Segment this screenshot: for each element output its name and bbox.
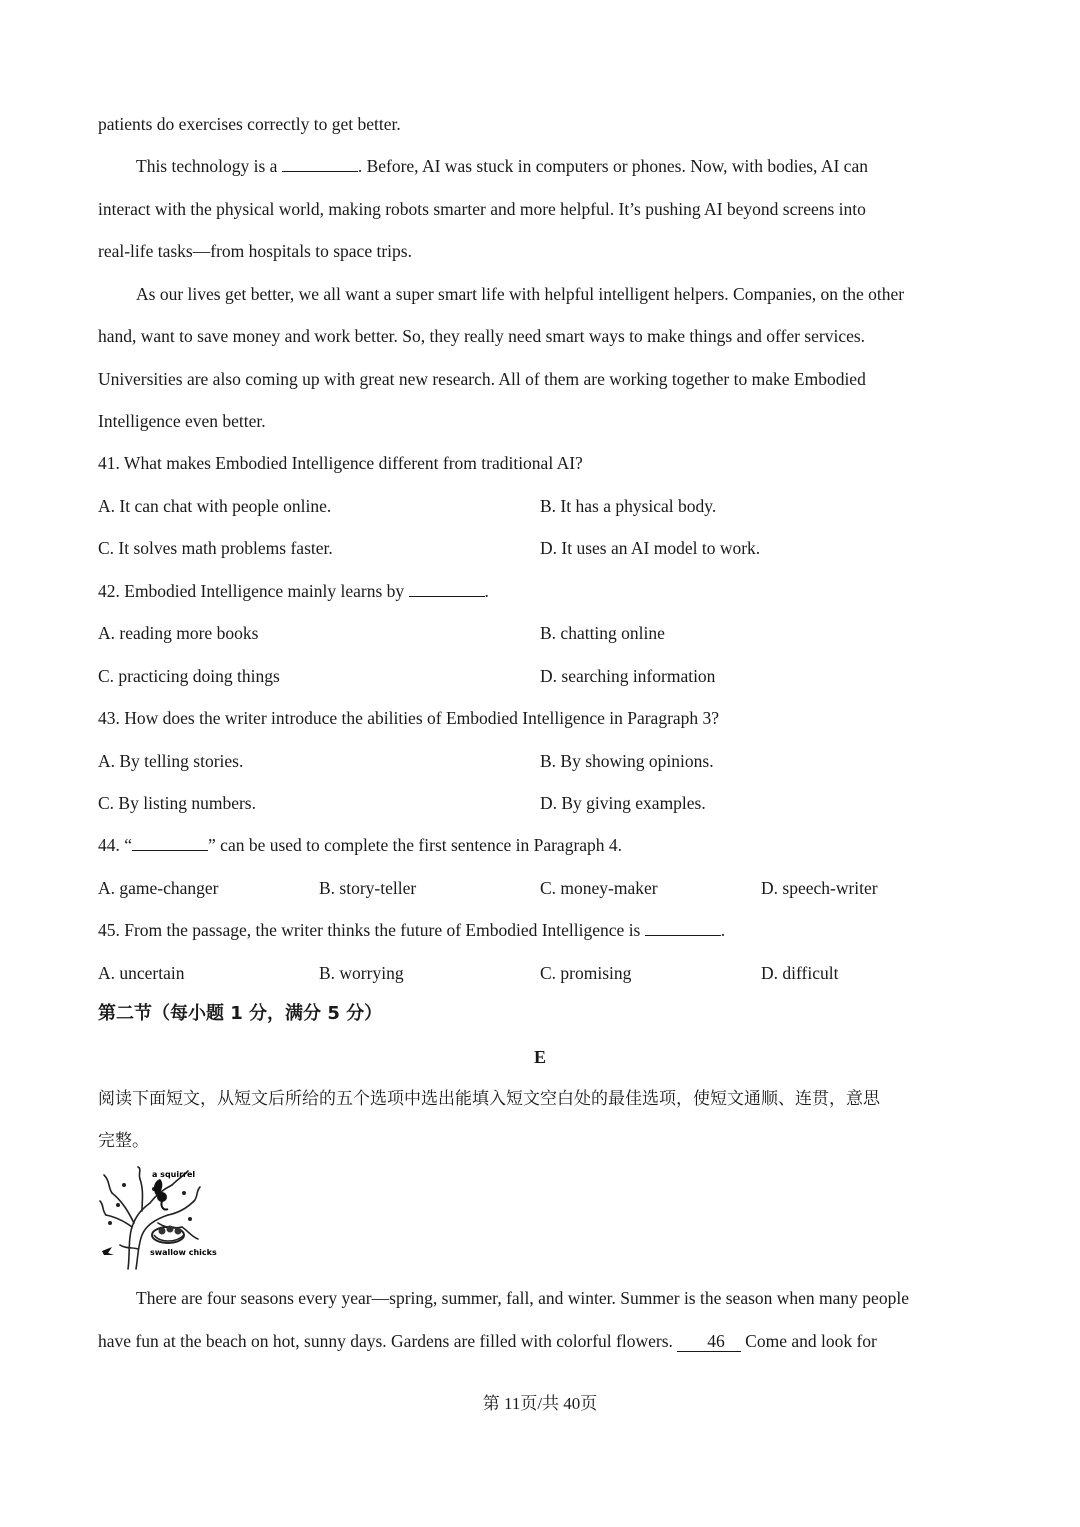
q44-option-d: D. speech-writer bbox=[761, 878, 878, 898]
passage-line: patients do exercises correctly to get better. bbox=[98, 114, 401, 134]
answer-blank bbox=[645, 919, 721, 936]
text-fragment: This technology is a bbox=[136, 156, 282, 176]
q43-option-a: A. By telling stories. bbox=[98, 751, 244, 771]
page-number: 第 11页/共 40页 bbox=[482, 1394, 598, 1413]
text-fragment: have fun at the beach on hot, sunny days. Gardens are filled with colorful flowers. bbox=[98, 1331, 678, 1351]
instructions-line: 完整。 bbox=[98, 1131, 149, 1151]
passage-letter: E bbox=[533, 1047, 546, 1067]
q43-option-c: C. By listing numbers. bbox=[98, 793, 256, 813]
passage-line: interact with the physical world, making robots smarter and more helpful. It’s pushing AI beyond screens into bbox=[98, 199, 866, 219]
section-title: 第二节（每小题 1 分，满分 5 分） bbox=[98, 1003, 383, 1024]
text-fragment: 45. From the passage, the writer thinks the future of Embodied Intelligence is bbox=[98, 920, 645, 940]
question-41-stem: 41. What makes Embodied Intelligence different from traditional AI? bbox=[98, 453, 583, 473]
q41-option-d: D. It uses an AI model to work. bbox=[540, 538, 761, 558]
q45-option-d: D. difficult bbox=[761, 963, 839, 983]
q41-option-b: B. It has a physical body. bbox=[540, 496, 717, 516]
q43-option-d: D. By giving examples. bbox=[540, 793, 706, 813]
passage-line: Intelligence even better. bbox=[98, 411, 266, 431]
q45-option-c: C. promising bbox=[540, 963, 632, 983]
passage-line: There are four seasons every year—spring, summer, fall, and winter. Summer is the season when many people bbox=[136, 1288, 909, 1308]
instructions-line: 阅读下面短文，从短文后所给的五个选项中选出能填入短文空白处的最佳选项，使短文通顺、连贯，意思 bbox=[98, 1089, 880, 1109]
question-44-stem bbox=[98, 834, 622, 856]
tree-illustration bbox=[98, 1165, 217, 1271]
passage-line: hand, want to save money and work better. So, they really need smart ways to make things and offer services. bbox=[98, 326, 866, 346]
tree-drawing bbox=[98, 1165, 217, 1271]
q44-option-c: C. money-maker bbox=[540, 878, 658, 898]
text-fragment: . bbox=[484, 581, 489, 601]
passage-line bbox=[98, 1330, 877, 1352]
passage-line bbox=[136, 155, 868, 177]
squirrel-figure bbox=[154, 1179, 168, 1210]
swallow-figure bbox=[102, 1247, 114, 1255]
nest-figure bbox=[152, 1226, 184, 1244]
text-fragment: . bbox=[720, 920, 726, 940]
answer-blank bbox=[282, 155, 358, 172]
question-45-stem bbox=[98, 919, 725, 941]
numbered-blank-46: 46 bbox=[677, 1331, 741, 1352]
q42-option-d: D. searching information bbox=[540, 666, 716, 686]
q44-option-b: B. story-teller bbox=[319, 878, 417, 898]
passage-line: As our lives get better, we all want a super smart life with helpful intelligent helpers. Companies, on the other bbox=[136, 284, 905, 304]
q43-option-b: B. By showing opinions. bbox=[540, 751, 714, 771]
q45-option-b: B. worrying bbox=[319, 963, 404, 983]
q41-option-c: C. It solves math problems faster. bbox=[98, 538, 333, 558]
q42-option-a: A. reading more books bbox=[98, 623, 259, 643]
question-43-stem: 43. How does the writer introduce the abilities of Embodied Intelligence in Paragraph 3? bbox=[98, 708, 720, 728]
answer-blank bbox=[409, 580, 485, 597]
q44-option-a: A. game-changer bbox=[98, 878, 219, 898]
question-42-stem bbox=[98, 580, 489, 602]
swallow-chicks-label: swallow chicks bbox=[150, 1248, 217, 1257]
passage-line: real-life tasks—from hospitals to space trips. bbox=[98, 241, 412, 261]
text-fragment: ” can be used to complete the first sentence in Paragraph 4. bbox=[208, 835, 623, 855]
q45-option-a: A. uncertain bbox=[98, 963, 185, 983]
answer-blank bbox=[132, 834, 208, 851]
text-fragment: 42. Embodied Intelligence mainly learns by bbox=[98, 581, 409, 601]
squirrel-label: a squirrel bbox=[152, 1170, 196, 1179]
q41-option-a: A. It can chat with people online. bbox=[98, 496, 332, 516]
passage-line: Universities are also coming up with great new research. All of them are working together to make Embodied bbox=[98, 369, 866, 389]
text-fragment: . Before, AI was stuck in computers or phones. Now, with bodies, AI can bbox=[357, 156, 868, 176]
q42-option-c: C. practicing doing things bbox=[98, 666, 280, 686]
text-fragment: 44. “ bbox=[98, 835, 133, 855]
text-fragment: Come and look for bbox=[740, 1331, 877, 1351]
q42-option-b: B. chatting online bbox=[540, 623, 665, 643]
